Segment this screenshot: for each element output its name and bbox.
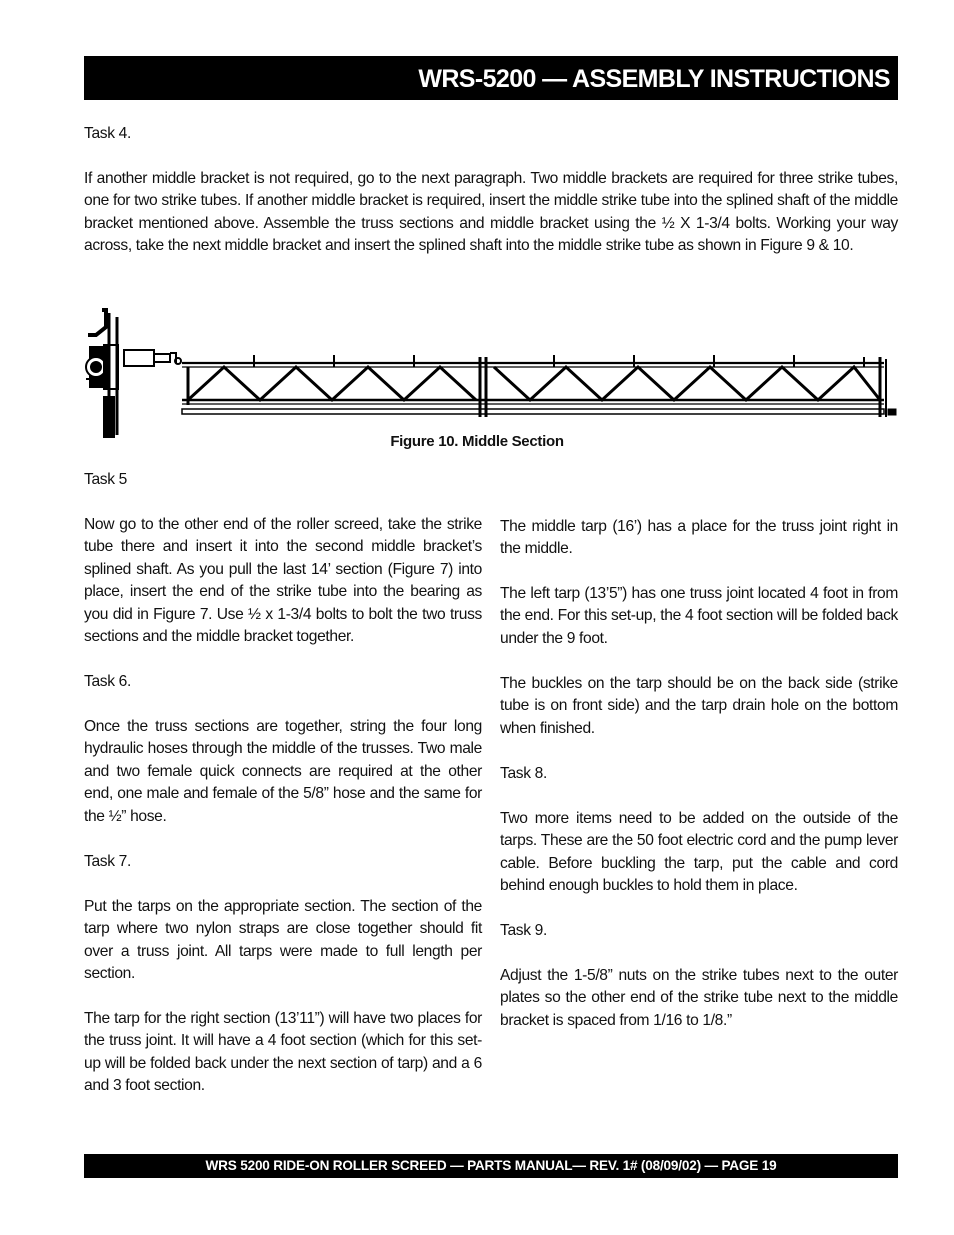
task4-paragraph: If another middle bracket is not required, go to the next paragraph. Two middle brackets are required for three strike tubes, one for two strike tubes. If another middle bracket is required, insert the middle strike tube into the splined shaft of the middle bracket mentioned above. Assemble the truss sections and middle bracket using the ½ X 1-3/4 bolts. Working your way across, take the next middle bracket and insert the splined shaft into the middle strike tube as shown in Figure 9 & 10. <box>84 170 898 255</box>
task9-paragraph: Adjust the 1-5/8” nuts on the strike tubes next to the outer plates so the other end of the strike tube next to the middle bracket is spaced from 1/16 to 1/8.” <box>500 967 898 1029</box>
task7-paragraph: Put the tarps on the appropriate section. The section of the tarp where two nylon straps are close together should fit over a truss joint. All tarps were made to full length per section. <box>84 898 482 983</box>
task4-label: Task 4. <box>84 125 131 142</box>
figure-caption: Figure 10. Middle Section <box>390 433 564 450</box>
task8-label: Task 8. <box>500 765 547 782</box>
task5-label: Task 5 <box>84 471 127 488</box>
task7-label: Task 7. <box>84 853 131 870</box>
task9-label: Task 9. <box>500 922 547 939</box>
page-footer: WRS 5200 RIDE-ON ROLLER SCREED — PARTS MANUAL— REV. 1# (08/09/02) — PAGE 19 <box>84 1154 898 1178</box>
middle-section-figure <box>84 305 900 445</box>
middle-tarp-paragraph: The middle tarp (16’) has a place for the truss joint right in the middle. <box>500 518 898 558</box>
bracket-assembly <box>86 310 181 437</box>
buckles-paragraph: The buckles on the tarp should be on the back side (strike tube is on front side) and the tarp drain hole on the bottom when finished. <box>500 675 898 737</box>
task6-label: Task 6. <box>84 673 131 690</box>
task5-paragraph: Now go to the other end of the roller screed, take the strike tube there and insert it into the second middle bracket’s splined shaft. As you pull the last 14’ section (Figure 7) into place, insert the end of the strike tube into the bearing as you did in Figure 7. Use ½ x 1-3/4 bolts to bolt the two truss sections and the middle bracket together. <box>84 516 482 646</box>
left-tarp-paragraph: The left tarp (13’5”) has one truss joint located 4 foot in from the end. For this set-up, the 4 foot section will be folded back under the 9 foot. <box>500 585 898 647</box>
truss-sections <box>182 355 896 417</box>
right-tarp-paragraph: The tarp for the right section (13’11”) will have two places for the truss joint. It will have a 4 foot section (which for this set-up will be folded back under the next section of tarp) and a 6 and 3 foot section. <box>84 1010 482 1095</box>
task8-paragraph: Two more items need to be added on the outside of the tarps. These are the 50 foot electric cord and the pump lever cable. Before buckling the tarp, put the cable and cord behind enough buckles to hold them in place. <box>500 810 898 895</box>
page-header: WRS-5200 — ASSEMBLY INSTRUCTIONS <box>84 56 898 100</box>
task6-paragraph: Once the truss sections are together, string the four long hydraulic hoses through the middle of the trusses. Two male and two female quick connects are required at the other end, one male and female of the 5/8” hose and the same for the ½” hose. <box>84 718 482 825</box>
